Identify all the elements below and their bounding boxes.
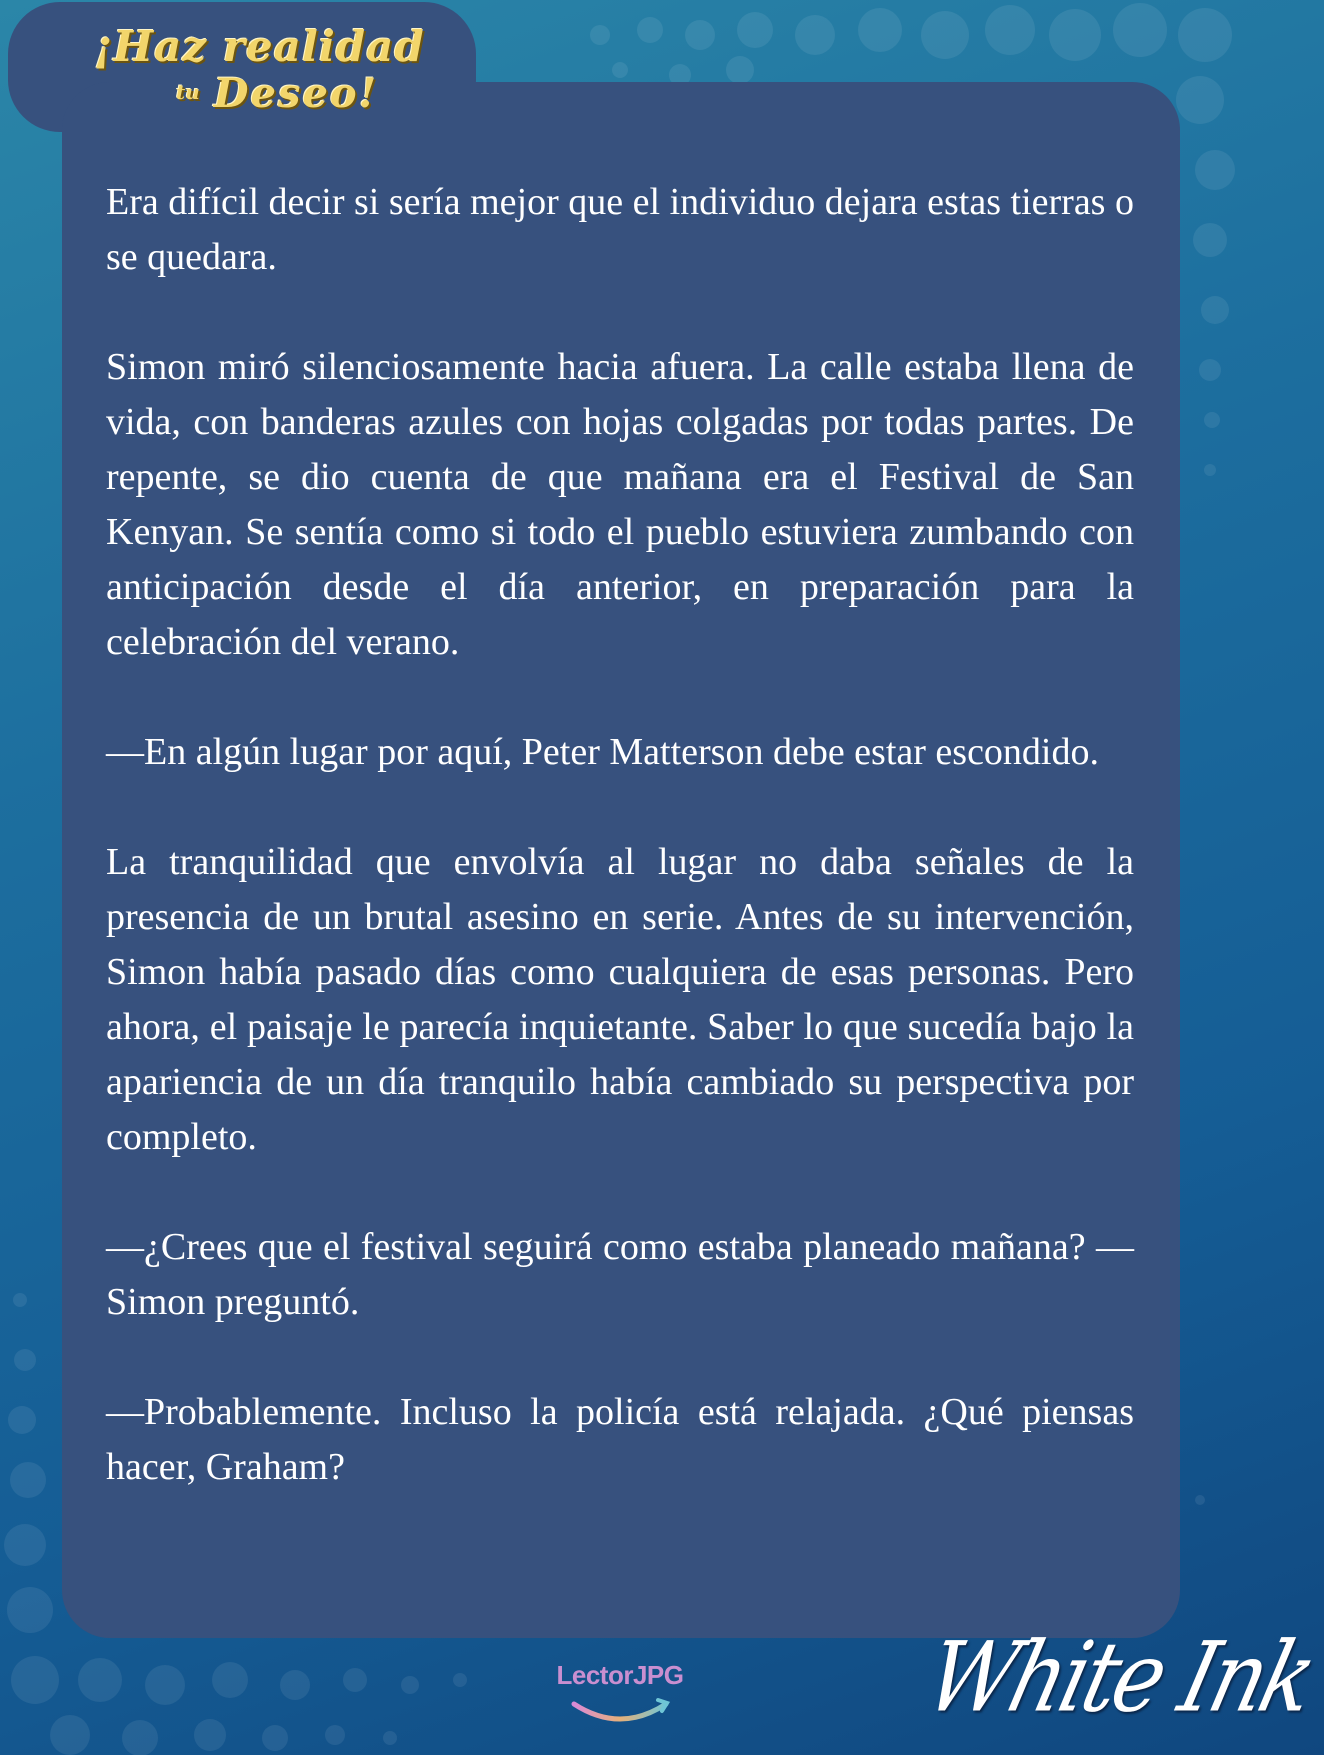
smile-arc-icon [548, 1660, 692, 1726]
logo-line-1: ¡Haz realidad [94, 22, 425, 71]
logo-word-deseo: Deseo! [213, 70, 379, 117]
white-ink-signature [915, 1618, 1324, 1738]
watermark-text: LectorJPG [556, 1660, 684, 1690]
paragraph-4: La tranquilidad que envolvía al lugar no daba señales de la presencia de un brutal asesino en serie. Antes de su intervención, Simon había pasado días como cualquiera de esas personas. Pero ahora, el paisaje le parecía inquietante. Saber lo que sucedía bajo la apariencia de un día tranquilo había cambiado su perspectiva por completo. [106, 841, 1134, 1158]
paragraph-6: —Probablemente. Incluso la policía está relajada. ¿Qué piensas hacer, Graham? [106, 1391, 1134, 1488]
paragraph-1: Era difícil decir si sería mejor que el individuo dejara estas tierras o se quedara. [106, 181, 1134, 278]
paragraph-3: —En algún lugar por aquí, Peter Matterson debe estar escondido. [106, 731, 1099, 773]
paragraph-2: Simon miró silenciosamente hacia afuera. La calle estaba llena de vida, con banderas azules con hojas colgadas por todas partes. De repente, se dio cuenta de que mañana era el Festival de San Kenyan. Se sentía como si todo el pueblo estuviera zumbando con anticipación desde el día anterior, en preparación para la celebración del verano. [106, 346, 1134, 663]
logo-line-2 [176, 70, 378, 117]
story-text [106, 175, 1134, 1550]
lectorjpg-watermark [548, 1660, 692, 1726]
paragraph-5: —¿Crees que el festival seguirá como estaba planeado mañana? —Simon preguntó. [106, 1226, 1134, 1323]
signature-text: White Ink [915, 1620, 1324, 1734]
logo-small-word: tu [176, 80, 200, 104]
haz-realidad-tu-deseo-logo [90, 20, 425, 120]
